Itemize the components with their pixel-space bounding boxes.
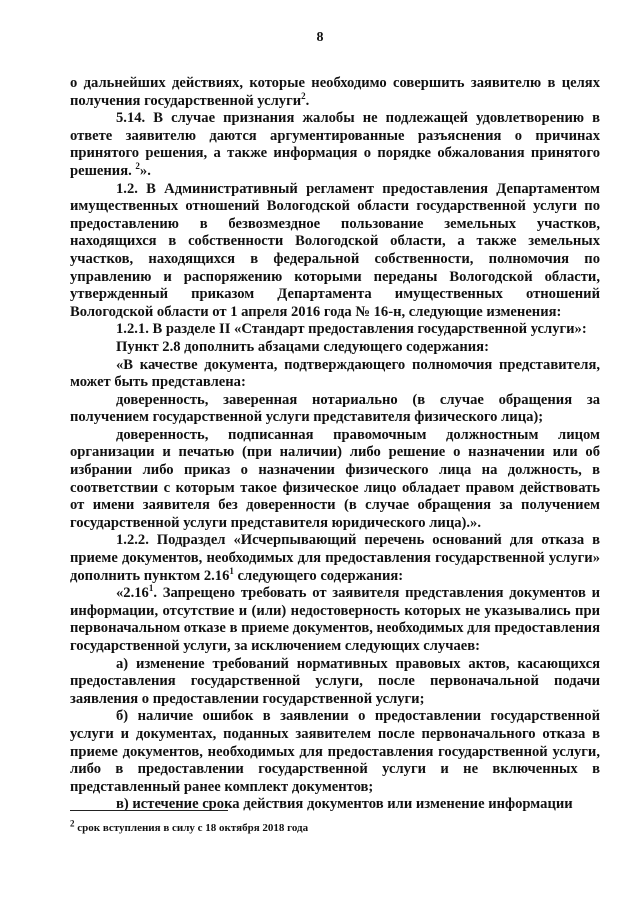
footnote-separator (70, 810, 228, 811)
paragraph: Пункт 2.8 дополнить абзацами следующего содержания: (116, 338, 489, 355)
footnote-marker: 2 (70, 818, 75, 829)
paragraph: 1.2.2. Подраздел «Исчерпывающий перечень оснований для отказа в приеме документов, необходимых для предоставления государственной услуги» дополнить пунктом 2.16$^1$ следующего содержания: (70, 532, 600, 584)
paragraph: «В качестве документа, подтверждающего полномочия представителя, может быть представлена: (70, 356, 600, 391)
paragraph: 1.2. В Административный регламент предоставления Департаментом имущественных отношений Вологодской области государственной услуги по предоставлению в безвозмездное пользование земельных участков, находящихся в собственности Вологодской области, а также земельных участков, находящихся в федеральной собственности, полномочия по управлению и распоряжению которыми переданы Вологодской области, утвержденный приказом Департамента имущественных отношений Вологодской области от 1 апреля 2016 года № 16-н, следующие изменения: (70, 180, 600, 320)
paragraph: в) истечение срока действия документов или изменение информации (116, 796, 573, 813)
paragraph: о дальнейших действиях, которые необходимо совершить заявителю в целях получения государственной услуги$^2$. (70, 75, 600, 109)
paragraph: 1.2.1. В разделе II «Стандарт предоставления государственной услуги»: (116, 321, 587, 338)
page-number: 8 (316, 30, 324, 45)
body-text (70, 75, 600, 814)
paragraph: «2.16$^1$. Запрещено требовать от заявителя представления документов и информации, отсутствие и (или) недостоверность которых не указывались при первоначальном отказе в приеме документов, необходимых для предоставления государственной услуги, за исключением следующих случаев: (70, 583, 600, 654)
paragraph: б) наличие ошибок в заявлении о предоставлении государственной услуги и документах, поданных заявителем после первоначального отказа в приеме документов, необходимых для предоставления государственной услуги, либо в предоставлении государственной услуги и не включенных в представленный ранее комплект документов; (70, 708, 600, 795)
paragraph: доверенность, подписанная правомочным должностным лицом организации и печатью (при наличии) либо решение о назначении или об избрании либо приказ о назначении физического лица на должность, в соответствии с которым такое физическое лицо обладает правом действовать от имени заявителя без доверенности (в случае обращения за получением государственной услуги представителя юридического лица).». (70, 426, 600, 531)
paragraph: а) изменение требований нормативных правовых актов, касающихся предоставления государственной услуги, после первоначальной подачи заявления о предоставлении государственной услуги; (70, 655, 600, 707)
paragraph: 5.14. В случае признания жалобы не подлежащей удовлетворению в ответе заявителю даются аргументированные разъяснения о причинах принятого решения, а также информация о порядке обжалования принятого решения. $^2$». (70, 110, 600, 179)
footnote (70, 818, 600, 835)
footnote-text: срок вступления в силу с 18 октября 2018 года (74, 822, 309, 834)
paragraph: доверенность, заверенная нотариально (в случае обращения за получением государственной услуги представителя физического лица); (70, 391, 600, 426)
